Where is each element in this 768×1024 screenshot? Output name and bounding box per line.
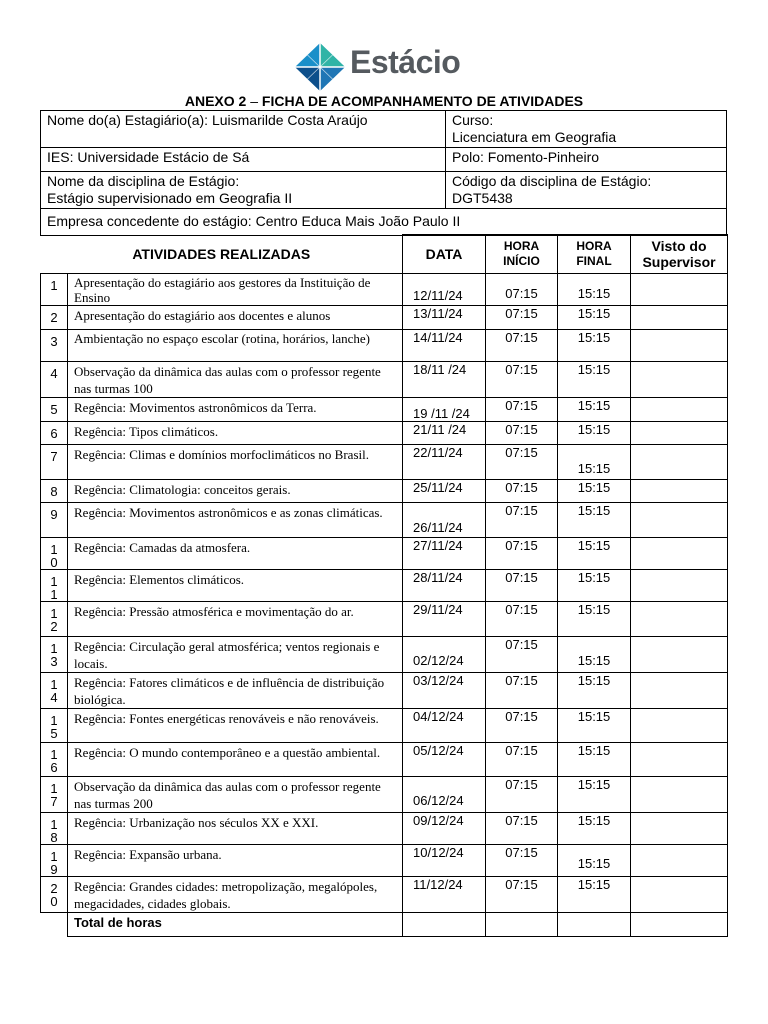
- activity-cell: Regência: Circulação geral atmosférica; ventos regionais e locais.: [68, 637, 403, 673]
- total-hours-label: Total de horas: [68, 913, 403, 937]
- start-time-cell: 07:15: [486, 709, 558, 743]
- estacio-logo: [294, 40, 494, 94]
- activity-cell: Regência: Elementos climáticos.: [68, 570, 403, 602]
- start-time-cell: 07:15: [486, 480, 558, 503]
- row-number: 2: [41, 306, 68, 330]
- start-time-cell: 07:15: [486, 398, 558, 422]
- row-number: 8: [41, 480, 68, 503]
- row-number: 5: [41, 398, 68, 422]
- end-time-cell: 15:15: [558, 637, 631, 673]
- row-number: 1 1: [41, 570, 68, 602]
- supervisor-check-cell: [631, 274, 728, 306]
- supervisor-check-cell: [631, 743, 728, 777]
- start-time-cell: 07:15: [486, 570, 558, 602]
- supervisor-check-cell: [631, 637, 728, 673]
- start-time-cell: 07:15: [486, 538, 558, 570]
- row-number: 1: [41, 274, 68, 306]
- date-cell: 05/12/24: [403, 743, 486, 777]
- row-number: 1 7: [41, 777, 68, 813]
- row-number: 7: [41, 445, 68, 480]
- activity-cell: Regência: O mundo contemporâneo e a questão ambiental.: [68, 743, 403, 777]
- end-time-cell: 15:15: [558, 362, 631, 398]
- discipline-code-cell: Código da disciplina de Estágio: DGT5438: [446, 172, 727, 209]
- logo-wordmark: Estácio: [350, 44, 461, 80]
- start-time-cell: 07:15: [486, 877, 558, 913]
- start-time-cell: 07:15: [486, 274, 558, 306]
- date-cell: 06/12/24: [403, 777, 486, 813]
- end-time-cell: 15:15: [558, 538, 631, 570]
- date-cell: 04/12/24: [403, 709, 486, 743]
- supervisor-check-cell: [631, 445, 728, 480]
- end-time-cell: 15:15: [558, 709, 631, 743]
- supervisor-check-cell: [631, 538, 728, 570]
- end-time-cell: 15:15: [558, 845, 631, 877]
- supervisor-check-cell: [631, 422, 728, 445]
- table-row: [41, 637, 728, 673]
- activity-cell: Regência: Tipos climáticos.: [68, 422, 403, 445]
- row-number: 1 9: [41, 845, 68, 877]
- total-end-cell: [558, 913, 631, 937]
- date-cell: 25/11/24: [403, 480, 486, 503]
- start-time-cell: 07:15: [486, 813, 558, 845]
- date-cell: 26/11/24: [403, 503, 486, 538]
- activity-cell: Regência: Camadas da atmosfera.: [68, 538, 403, 570]
- course-cell: Curso: Licenciatura em Geografia: [446, 111, 727, 148]
- start-time-cell: 07:15: [486, 743, 558, 777]
- total-date-cell: [403, 913, 486, 937]
- end-time-cell: 15:15: [558, 743, 631, 777]
- date-cell: 18/11 /24: [403, 362, 486, 398]
- table-row: [41, 845, 728, 877]
- date-cell: 13/11/24: [403, 306, 486, 330]
- start-time-cell: 07:15: [486, 777, 558, 813]
- end-time-cell: 15:15: [558, 602, 631, 637]
- supervisor-check-cell: [631, 602, 728, 637]
- table-row: [41, 743, 728, 777]
- date-cell: 09/12/24: [403, 813, 486, 845]
- supervisor-check-cell: [631, 362, 728, 398]
- row-number: 2 0: [41, 877, 68, 913]
- row-number: 4: [41, 362, 68, 398]
- supervisor-check-cell: [631, 877, 728, 913]
- header-info-table: [40, 110, 727, 236]
- activity-cell: Regência: Climas e domínios morfoclimáticos no Brasil.: [68, 445, 403, 480]
- date-cell: 19 /11 /24: [403, 398, 486, 422]
- row-number: 9: [41, 503, 68, 538]
- activity-cell: Regência: Fatores climáticos e de influência de distribuição biológica.: [68, 673, 403, 709]
- row-number: 1 5: [41, 709, 68, 743]
- discipline-cell: Nome da disciplina de Estágio: Estágio supervisionado em Geografia II: [41, 172, 446, 209]
- table-row: [41, 398, 728, 422]
- start-time-cell: 07:15: [486, 845, 558, 877]
- table-row: [41, 570, 728, 602]
- polo-cell: Polo: Fomento-Pinheiro: [446, 148, 727, 172]
- end-time-cell: 15:15: [558, 813, 631, 845]
- activity-cell: Apresentação do estagiário aos docentes e alunos: [68, 306, 403, 330]
- end-time-cell: 15:15: [558, 673, 631, 709]
- total-supervisor-cell: [631, 913, 728, 937]
- start-time-cell: 07:15: [486, 445, 558, 480]
- table-row: [41, 877, 728, 913]
- row-number: 3: [41, 330, 68, 362]
- table-row: [41, 422, 728, 445]
- end-time-cell: 15:15: [558, 445, 631, 480]
- activities-table: [40, 234, 728, 937]
- row-number: 1 8: [41, 813, 68, 845]
- table-row: [41, 777, 728, 813]
- end-time-cell: 15:15: [558, 777, 631, 813]
- activity-cell: Observação da dinâmica das aulas com o professor regente nas turmas 200: [68, 777, 403, 813]
- date-column-header: DATA: [403, 235, 486, 274]
- date-cell: 10/12/24: [403, 845, 486, 877]
- supervisor-check-cell: [631, 813, 728, 845]
- supervisor-check-cell: [631, 306, 728, 330]
- activity-cell: Regência: Grandes cidades: metropolização, megalópoles, megacidades, cidades globais.: [68, 877, 403, 913]
- end-time-cell: 15:15: [558, 330, 631, 362]
- table-row: [41, 445, 728, 480]
- activity-cell: Regência: Fontes energéticas renováveis e não renováveis.: [68, 709, 403, 743]
- activity-cell: Regência: Climatologia: conceitos gerais.: [68, 480, 403, 503]
- row-number: 1 6: [41, 743, 68, 777]
- date-cell: 29/11/24: [403, 602, 486, 637]
- activity-cell: Observação da dinâmica das aulas com o professor regente nas turmas 100: [68, 362, 403, 398]
- company-cell: Empresa concedente do estágio: Centro Educa Mais João Paulo II: [41, 209, 727, 236]
- date-cell: 02/12/24: [403, 637, 486, 673]
- row-number: 1 0: [41, 538, 68, 570]
- date-cell: 28/11/24: [403, 570, 486, 602]
- start-time-cell: 07:15: [486, 330, 558, 362]
- row-number: 6: [41, 422, 68, 445]
- table-row: [41, 362, 728, 398]
- date-cell: 14/11/24: [403, 330, 486, 362]
- supervisor-check-cell: [631, 709, 728, 743]
- supervisor-check-cell: [631, 330, 728, 362]
- date-cell: 21/11 /24: [403, 422, 486, 445]
- date-cell: 11/12/24: [403, 877, 486, 913]
- table-row: [41, 813, 728, 845]
- supervisor-check-cell: [631, 503, 728, 538]
- activity-cell: Regência: Pressão atmosférica e movimentação do ar.: [68, 602, 403, 637]
- row-number: 1 3: [41, 637, 68, 673]
- start-time-cell: 07:15: [486, 673, 558, 709]
- date-cell: 27/11/24: [403, 538, 486, 570]
- table-row: [41, 306, 728, 330]
- activity-cell: Regência: Movimentos astronômicos e as zonas climáticas.: [68, 503, 403, 538]
- end-time-cell: 15:15: [558, 398, 631, 422]
- start-time-cell: 07:15: [486, 503, 558, 538]
- total-row: [41, 913, 728, 937]
- start-time-cell: 07:15: [486, 422, 558, 445]
- end-time-cell: 15:15: [558, 306, 631, 330]
- end-time-cell: 15:15: [558, 503, 631, 538]
- estacio-diamond-icon: [294, 42, 346, 92]
- row-number: 1 2: [41, 602, 68, 637]
- activity-cell: Ambientação no espaço escolar (rotina, horários, lanche): [68, 330, 403, 362]
- date-cell: 03/12/24: [403, 673, 486, 709]
- date-cell: 12/11/24: [403, 274, 486, 306]
- total-start-cell: [486, 913, 558, 937]
- table-row: [41, 480, 728, 503]
- activity-cell: Regência: Urbanização nos séculos XX e XXI.: [68, 813, 403, 845]
- end-time-cell: 15:15: [558, 570, 631, 602]
- start-time-cell: 07:15: [486, 637, 558, 673]
- table-row: [41, 709, 728, 743]
- start-time-cell: 07:15: [486, 362, 558, 398]
- row-number: 1 4: [41, 673, 68, 709]
- activity-cell: Regência: Expansão urbana.: [68, 845, 403, 877]
- ies-cell: IES: Universidade Estácio de Sá: [41, 148, 446, 172]
- table-row: [41, 673, 728, 709]
- table-row: [41, 503, 728, 538]
- end-time-cell: 15:15: [558, 274, 631, 306]
- date-cell: 22/11/24: [403, 445, 486, 480]
- student-name-cell: Nome do(a) Estagiário(a): Luismarilde Costa Araújo: [41, 111, 446, 148]
- table-row: [41, 602, 728, 637]
- supervisor-column-header: Visto do Supervisor: [631, 235, 728, 274]
- end-time-cell: 15:15: [558, 422, 631, 445]
- supervisor-check-cell: [631, 570, 728, 602]
- table-row: [41, 538, 728, 570]
- activity-cell: Apresentação do estagiário aos gestores da Instituição de Ensino: [68, 274, 403, 306]
- end-time-cell: 15:15: [558, 877, 631, 913]
- start-time-cell: 07:15: [486, 602, 558, 637]
- activity-cell: Regência: Movimentos astronômicos da Terra.: [68, 398, 403, 422]
- start-time-cell: 07:15: [486, 306, 558, 330]
- document-title: ANEXO 2 – FICHA DE ACOMPANHAMENTO DE ATIVIDADES: [184, 93, 584, 109]
- table-row: [41, 274, 728, 306]
- supervisor-check-cell: [631, 480, 728, 503]
- supervisor-check-cell: [631, 673, 728, 709]
- activities-column-header: ATIVIDADES REALIZADAS: [41, 235, 403, 274]
- supervisor-check-cell: [631, 777, 728, 813]
- start-column-header: HORA INÍCIO: [486, 235, 558, 274]
- supervisor-check-cell: [631, 845, 728, 877]
- table-row: [41, 330, 728, 362]
- end-time-cell: 15:15: [558, 480, 631, 503]
- supervisor-check-cell: [631, 398, 728, 422]
- end-column-header: HORA FINAL: [558, 235, 631, 274]
